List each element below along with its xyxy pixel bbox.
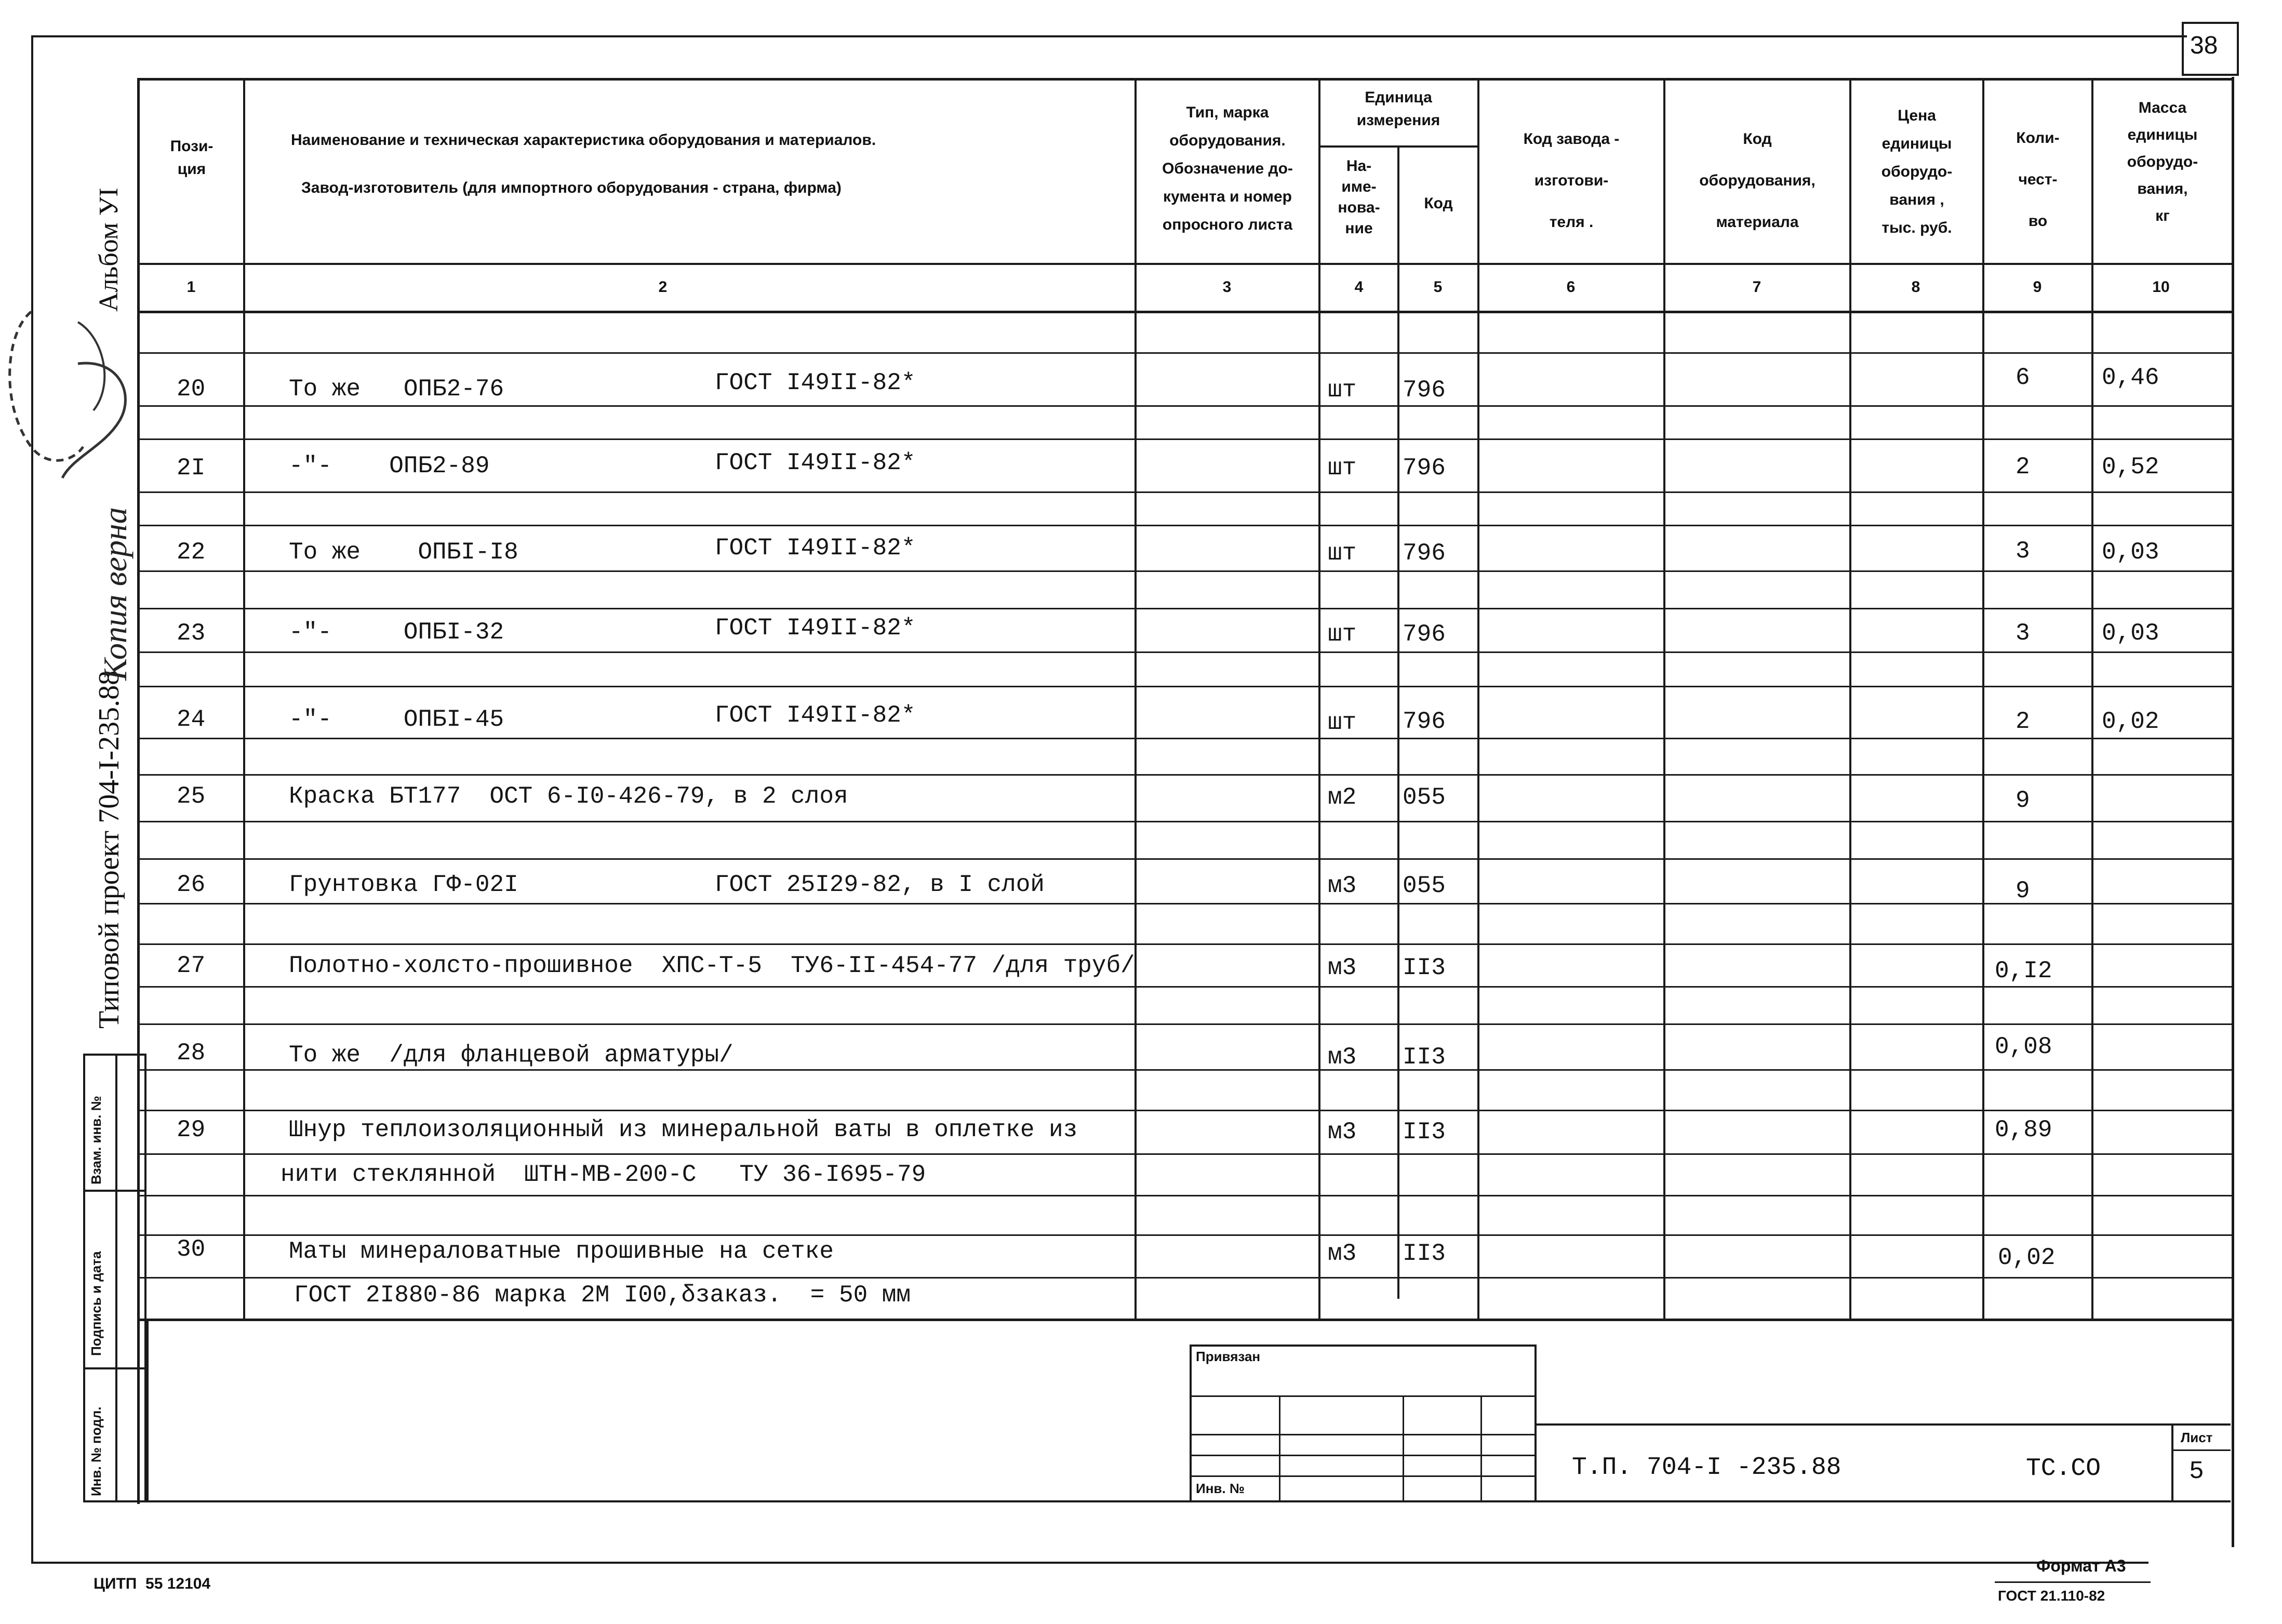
side-sign-date: Подпись и дата	[88, 1251, 104, 1356]
colnum-10: 10	[2152, 278, 2170, 296]
row-27-name: Полотно-холсто-прошивное ХПС-Т-5 ТУ6-II-454-77 /для труб/	[289, 952, 1135, 979]
row-sep	[137, 608, 2232, 609]
row-23-qty: 3	[2016, 620, 2030, 647]
row-sep	[137, 986, 2232, 988]
row-22-name: То же ОПБI-I8	[289, 539, 518, 566]
colnum-6: 6	[1566, 278, 1576, 296]
row-sep	[137, 774, 2232, 776]
row-30-name: Маты минераловатные прошивные на сетке	[289, 1238, 834, 1265]
row-sep	[137, 438, 2232, 440]
row-20-code: 796	[1403, 377, 1446, 404]
row-sep	[137, 1234, 2232, 1236]
signature-mark	[0, 291, 166, 509]
row-sep	[137, 570, 2232, 572]
row-26-pos: 26	[177, 871, 206, 898]
row-25-pos: 25	[177, 783, 206, 810]
row-sep	[137, 858, 2232, 860]
row-28-unit: м3	[1328, 1044, 1357, 1071]
row-25-unit: м2	[1328, 784, 1357, 811]
row-sep	[137, 821, 2232, 822]
colnum-4: 4	[1354, 278, 1364, 296]
row-27-code: II3	[1403, 954, 1446, 981]
row-24-qty: 2	[2016, 708, 2030, 735]
row-24-name: -"- ОПБI-45	[289, 706, 504, 733]
unit-group-divider	[1318, 145, 1477, 148]
sheet-label: Лист	[2181, 1430, 2213, 1445]
row-28-pos: 28	[177, 1040, 206, 1067]
col-line-4	[1397, 145, 1399, 1299]
footer-format-line	[1995, 1581, 2151, 1583]
row-29-code: II3	[1403, 1119, 1446, 1146]
row-sep	[137, 1195, 2232, 1196]
project-label: Типовой проект 704-I-235.88	[93, 670, 125, 1029]
header-factory-code: Код завода - изготови- теля .	[1523, 130, 1620, 231]
row-24-code: 796	[1403, 708, 1446, 735]
row-25-code: 055	[1403, 784, 1446, 811]
row-28-code: II3	[1403, 1044, 1446, 1071]
row-21-qty: 2	[2016, 454, 2030, 481]
stamp-left-edge	[146, 1320, 149, 1502]
header-type: Тип, марка оборудования. Обозначение до- кумента и номер опросного листа	[1162, 104, 1293, 233]
row-20-qty: 6	[2016, 364, 2030, 391]
row-30-unit: м3	[1328, 1240, 1357, 1267]
row-26-qty: 9	[2016, 877, 2030, 904]
row-sep	[137, 686, 2232, 687]
header-name-line1: Наименование и техническая характеристика оборудования и материалов.	[291, 131, 876, 149]
frame-left	[31, 35, 33, 1563]
bound-h4	[1190, 1475, 1537, 1477]
col-line-9	[2091, 78, 2093, 1320]
col-line-2	[1135, 78, 1137, 1320]
colnum-2: 2	[658, 278, 668, 296]
row-20-mass: 0,46	[2102, 364, 2159, 391]
row-21-mass: 0,52	[2102, 454, 2159, 481]
header-quantity: Коли- чест- во	[2016, 129, 2060, 230]
sheet-box-h	[2171, 1449, 2231, 1451]
row-sep	[137, 1069, 2232, 1071]
row-21-code: 796	[1403, 455, 1446, 482]
corner-number-box	[2182, 22, 2239, 76]
row-27-unit: м3	[1328, 954, 1357, 981]
row-30-pos: 30	[177, 1236, 206, 1263]
row-sep	[137, 525, 2232, 526]
colnum-3: 3	[1222, 278, 1232, 296]
header-unit-group: Единица измерения	[1356, 89, 1440, 129]
row-28-qty: 0,08	[1995, 1033, 2052, 1060]
header-equipment-code: Код оборудования, материала	[1699, 130, 1816, 231]
row-29-unit: м3	[1328, 1119, 1357, 1146]
header-name-line2: Завод-изготовитель (для импортного оборудования - страна, фирма)	[301, 179, 842, 196]
bound-v2	[1403, 1395, 1404, 1502]
row-sep	[137, 903, 2232, 904]
bound-h3	[1190, 1455, 1537, 1456]
row-21-pos: 2I	[177, 455, 206, 482]
row-22-qty: 3	[2016, 538, 2030, 565]
row-sep	[137, 405, 2232, 407]
row-23-pos: 23	[177, 620, 206, 647]
col-line-5	[1477, 78, 1479, 1320]
row-23-name: -"- ОПБI-32	[289, 619, 504, 646]
row-24-mass: 0,02	[2102, 708, 2159, 735]
colnum-9: 9	[2033, 278, 2042, 296]
row-24-spec: ГОСТ I49II-82*	[715, 702, 916, 729]
col-line-8	[1982, 78, 1984, 1320]
inv-no-label: Инв. №	[1196, 1481, 1245, 1496]
colnum-1: 1	[186, 278, 196, 296]
frame-right	[2232, 77, 2234, 1547]
bound-h2	[1190, 1434, 1537, 1435]
bound-v3	[1480, 1395, 1482, 1502]
doc-code: Т.П. 704-I -235.88	[1572, 1454, 1841, 1482]
row-26-code: 055	[1403, 872, 1446, 899]
side-divider	[115, 1054, 117, 1502]
header-mass: Масса единицы оборудо- вания, кг	[2127, 99, 2198, 224]
header-bottom	[137, 263, 2232, 265]
row-29-line2: нити стеклянной ШТН-МВ-200-С ТУ 36-I695-79	[281, 1161, 926, 1188]
row-sep	[137, 943, 2232, 945]
col-line-6	[1663, 78, 1665, 1320]
row-sep	[137, 1110, 2232, 1111]
row-20-spec: ГОСТ I49II-82*	[715, 369, 916, 396]
row-29-qty: 0,89	[1995, 1116, 2052, 1143]
row-20-pos: 20	[177, 376, 206, 403]
row-30-line2: ГОСТ 2I880-86 марка 2М I00,δзаказ. = 50 мм	[294, 1282, 911, 1309]
col-line-3	[1318, 78, 1320, 1320]
row-27-qty: 0,I2	[1995, 957, 2052, 984]
row-sep	[137, 1023, 2232, 1025]
side-vzam: Взам. инв. №	[88, 1096, 104, 1184]
bound-h1	[1190, 1395, 1537, 1397]
header-unit-code: Код	[1424, 195, 1453, 212]
row-sep	[137, 1153, 2232, 1155]
row-21-spec: ГОСТ I49II-82*	[715, 449, 916, 476]
row-26-name: Грунтовка ГФ-02I	[289, 871, 518, 898]
bound-v1	[1279, 1395, 1280, 1502]
stamp-bottom	[146, 1500, 2231, 1502]
frame-top	[31, 35, 2187, 37]
footer-org: ЦИТП 55 12104	[94, 1575, 211, 1592]
footer-gost: ГОСТ 21.110-82	[1998, 1588, 2105, 1604]
row-24-pos: 24	[177, 706, 206, 733]
bound-block	[1190, 1345, 1537, 1502]
copy-note: Копия верна	[97, 507, 134, 681]
header-position: Пози- ция	[170, 138, 213, 178]
row-23-spec: ГОСТ I49II-82*	[715, 615, 916, 642]
row-29-name: Шнур теплоизоляционный из минеральной ваты в оплетке из	[289, 1116, 1078, 1143]
row-21-unit: шт	[1328, 455, 1357, 482]
row-sep	[137, 1277, 2232, 1279]
row-22-spec: ГОСТ I49II-82*	[715, 535, 916, 562]
row-sep	[137, 738, 2232, 739]
table-bottom	[137, 1319, 2232, 1321]
row-26-spec: ГОСТ 25I29-82, в I слой	[715, 871, 1045, 898]
row-23-mass: 0,03	[2102, 620, 2159, 647]
row-27-pos: 27	[177, 952, 206, 979]
row-29-pos: 29	[177, 1116, 206, 1143]
row-20-name: То же ОПБ2-76	[289, 376, 504, 403]
album-label: Альбом УI	[94, 188, 124, 312]
row-28-name: То же /для фланцевой арматуры/	[289, 1042, 733, 1069]
row-25-qty: 9	[2016, 787, 2030, 814]
sheet-number: 5	[2189, 1458, 2204, 1486]
row-21-name: -"- ОПБ2-89	[289, 452, 490, 480]
row-24-unit: шт	[1328, 709, 1357, 736]
footer-format: Формат А3	[2036, 1556, 2126, 1575]
col-line-7	[1849, 78, 1851, 1320]
row-23-unit: шт	[1328, 621, 1357, 648]
row-22-unit: шт	[1328, 540, 1357, 567]
row-26-unit: м3	[1328, 872, 1357, 899]
row-23-code: 796	[1403, 621, 1446, 648]
row-22-code: 796	[1403, 540, 1446, 567]
header-unit-name: На- име- нова- ние	[1338, 157, 1380, 237]
row-30-code: II3	[1403, 1240, 1446, 1267]
row-sep	[137, 491, 2232, 493]
doc-mark: ТС.СО	[2026, 1455, 2101, 1483]
row-sep	[137, 651, 2232, 653]
row-25-name: Краска БТ177 ОСТ 6-I0-426-79, в 2 слоя	[289, 783, 848, 810]
colnum-bottom	[137, 311, 2232, 313]
table-top	[137, 78, 2232, 81]
colnum-7: 7	[1752, 278, 1761, 296]
col-line-1	[243, 78, 245, 1320]
colnum-8: 8	[1911, 278, 1920, 296]
title-block-top	[1537, 1423, 2231, 1426]
bound-label: Привязан	[1196, 1349, 1261, 1364]
row-22-pos: 22	[177, 539, 206, 566]
corner-number: 38	[2190, 32, 2218, 59]
sheet-box-left	[2171, 1423, 2173, 1502]
header-price: Цена единицы оборудо- вания , тыс. руб.	[1881, 107, 1953, 236]
row-20-unit: шт	[1328, 377, 1357, 404]
row-sep	[137, 352, 2232, 354]
side-inv-podl: Инв. № подл.	[88, 1406, 104, 1496]
row-30-qty: 0,02	[1998, 1244, 2056, 1271]
colnum-5: 5	[1433, 278, 1443, 296]
row-22-mass: 0,03	[2102, 539, 2159, 566]
frame-bottom	[31, 1562, 2148, 1564]
